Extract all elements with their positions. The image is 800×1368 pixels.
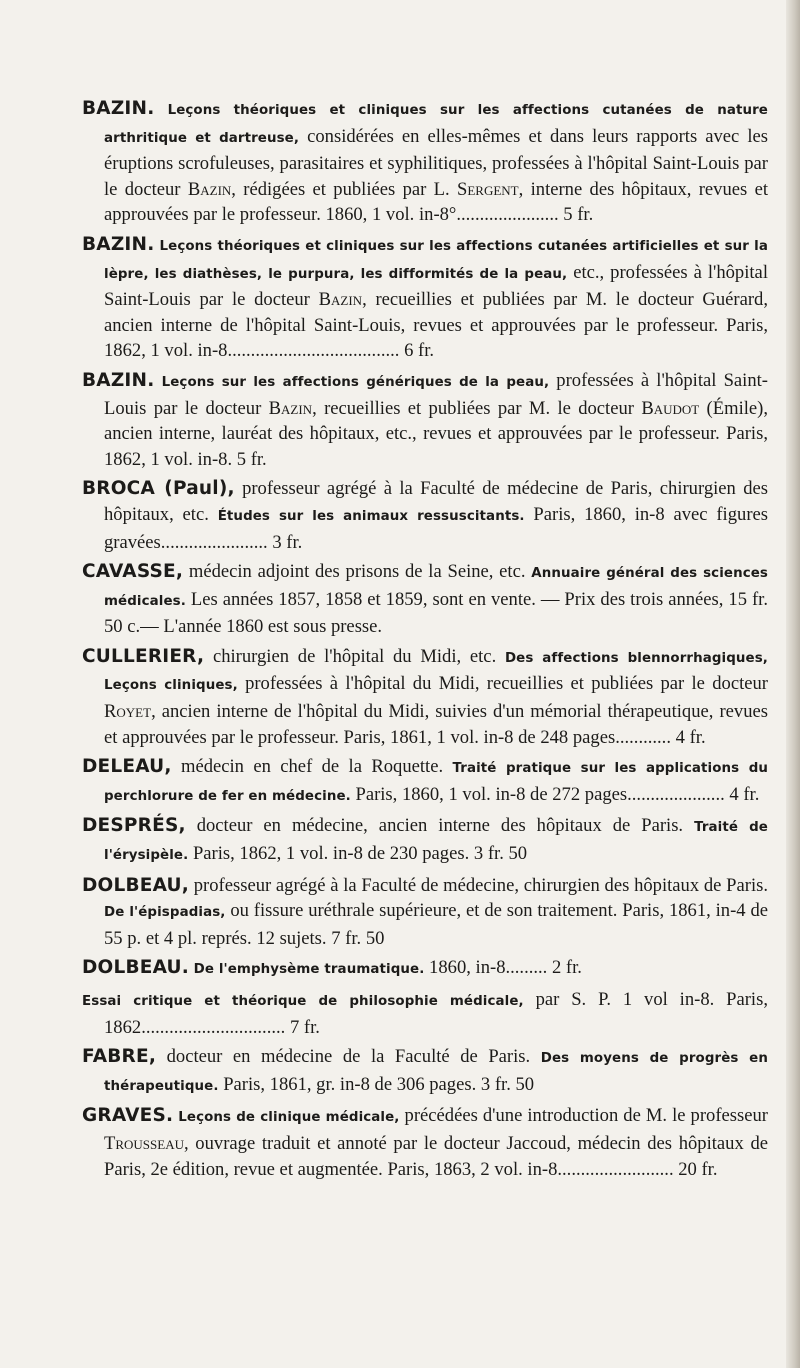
entry-author: BAZIN. bbox=[82, 233, 155, 255]
entry-text: etc., professées à l'hôpital Saint-Louis par le docteur bbox=[104, 261, 768, 311]
entry-author: FABRE, bbox=[82, 1046, 157, 1068]
catalog-page bbox=[82, 96, 768, 1186]
entry-price: 2 fr. bbox=[551, 957, 582, 979]
entry-text: Paris, 1860, 1 vol. in-8 de 272 pages..................... bbox=[350, 783, 725, 805]
entry-price: 6 fr. bbox=[404, 340, 435, 362]
entry-title: De l'épispadias, bbox=[104, 905, 226, 921]
catalog-entry bbox=[82, 987, 768, 1040]
entry-text: médecin adjoint des prisons de la Seine, etc. bbox=[183, 561, 532, 583]
entry-text: précédées d'une introduction de M. le professeur bbox=[399, 1105, 768, 1127]
entry-text: , interne des hôpitaux, revues et approuvées par le professeur. 1860, 1 vol. in-8°...................... bbox=[104, 178, 768, 226]
page-edge bbox=[786, 0, 800, 1368]
entry-text: professeur agrégé à la Faculté de médecine, chirurgien des hôpitaux de Paris. bbox=[189, 874, 768, 896]
entry-author: BAZIN. bbox=[82, 369, 155, 391]
entry-name: Sergent bbox=[457, 178, 519, 200]
entry-title: Des moyens de progrès en thérapeutique. bbox=[104, 1051, 768, 1094]
entry-author: DOLBEAU. bbox=[82, 957, 190, 979]
catalog-entry bbox=[82, 1103, 768, 1182]
entry-text: professées à l'hôpital du Midi, recueillies et publiées par le docteur bbox=[237, 673, 768, 695]
entry-name: Bazin bbox=[187, 178, 232, 200]
entry-author: BROCA (Paul), bbox=[82, 478, 235, 500]
entry-text: Paris, 1861, gr. in-8 de 306 pages. 3 fr. 50 bbox=[218, 1073, 535, 1095]
entry-text: docteur en médecine de la Faculté de Paris. bbox=[156, 1046, 541, 1068]
entry-price: 5 fr. bbox=[563, 204, 594, 226]
entry-text: Paris, 1862, 1 vol. in-8 de 230 pages. 3 fr. 50 bbox=[188, 843, 528, 865]
entry-text: considérées en elles-mêmes et dans leurs rapports avec les éruptions scrofuleuses, parasitaires et syphilitiques, professées à l'hôpital Saint-Louis par le docteur bbox=[104, 125, 769, 200]
entry-title: Leçons de clinique médicale, bbox=[178, 1110, 400, 1126]
entry-text: par S. P. 1 vol in-8. Paris, 1862............................... bbox=[104, 989, 768, 1038]
entry-text: Paris, 1860, in-8 avec figures gravées....................... bbox=[104, 503, 768, 553]
catalog-entry bbox=[82, 813, 768, 868]
entry-text: , ouvrage traduit et annoté par le docteur Jaccoud, médecin des hôpitaux de Paris, 2e édition, revue et augmentée. Paris, 1863, 2 vol. in-8......................... bbox=[104, 1132, 768, 1180]
entry-author: DOLBEAU, bbox=[82, 874, 190, 896]
entry-title: Essai critique et théorique de philosophie médicale, bbox=[82, 994, 524, 1009]
entry-text: , recueillies et publiées par M. le docteur bbox=[312, 397, 642, 419]
catalog-entry bbox=[82, 754, 768, 809]
catalog-entry bbox=[82, 232, 768, 364]
entry-price: 4 fr. bbox=[675, 726, 706, 748]
entry-text: ou fissure uréthrale supérieure, et de son traitement. Paris, 1861, in-4 de 55 p. et 4 pl. représ. 12 sujets. 7 fr. 50 bbox=[104, 900, 768, 949]
catalog-entry bbox=[82, 476, 768, 555]
catalog-entry bbox=[82, 559, 768, 640]
entry-text: , rédigées et publiées par L. bbox=[231, 178, 457, 200]
catalog-entry bbox=[82, 368, 768, 472]
entry-text: docteur en médecine, ancien interne des hôpitaux de Paris. bbox=[185, 815, 695, 837]
entry-text: médecin en chef de la Roquette. bbox=[171, 756, 453, 778]
catalog-entry bbox=[82, 96, 768, 228]
catalog-entry bbox=[82, 873, 768, 952]
entry-name: Royet bbox=[104, 701, 152, 723]
entry-price: 7 fr. bbox=[289, 1016, 320, 1038]
entry-name: Bazin bbox=[318, 289, 363, 311]
entry-title: Leçons théoriques et cliniques sur les affections cutanées de nature arthritique et dartreuse, bbox=[104, 103, 768, 146]
entry-title: Leçons sur les affections génériques de la peau, bbox=[161, 374, 550, 390]
entry-text: chirurgien de l'hôpital du Midi, etc. bbox=[204, 645, 505, 667]
entry-title: Études sur les animaux ressuscitants. bbox=[217, 508, 525, 524]
entry-title: Leçons théoriques et cliniques sur les affections cutanées artificielles et sur la lèpre, les diathèses, le purpura, les difformités de la peau, bbox=[104, 238, 768, 282]
entry-author: BAZIN. bbox=[82, 98, 155, 119]
entry-author: GRAVES. bbox=[82, 1105, 174, 1127]
entry-text: , recueillies et publiées par M. le docteur Guérard, ancien interne de l'hôpital Saint-Louis, revues et approuvées par le professeur. Paris, 1862, 1 vol. in-8..................................... bbox=[104, 289, 768, 362]
entry-name: Bazin bbox=[268, 397, 313, 419]
entry-author: CAVASSE, bbox=[82, 561, 184, 583]
entry-title: Annuaire général des sciences médicales. bbox=[104, 566, 768, 609]
catalog-entry bbox=[82, 955, 768, 983]
entry-price: 3 fr. bbox=[272, 531, 303, 553]
entry-text: Les années 1857, 1858 et 1859, sont en vente. — Prix des trois années, 15 fr. 50 c.— L'année 1860 est sous presse. bbox=[104, 588, 768, 638]
entry-price: 4 fr. bbox=[729, 783, 760, 805]
entry-name: Trousseau bbox=[104, 1132, 184, 1154]
entry-title: Traité pratique sur les applications du perchlorure de fer en médecine. bbox=[104, 761, 769, 804]
entry-text: professeur agrégé à la Faculté de médecine de Paris, chirurgien des hôpitaux, etc. bbox=[104, 478, 768, 525]
entry-text: professées à l'hôpital Saint-Louis par le docteur bbox=[104, 369, 768, 419]
entry-title: De l'emphysème traumatique. bbox=[193, 962, 425, 978]
entry-price: 20 fr. bbox=[678, 1158, 718, 1180]
entry-title: Des affections blennorrhagiques, Leçons cliniques, bbox=[104, 650, 768, 694]
entry-price: 5 fr. bbox=[236, 448, 267, 470]
catalog-entry bbox=[82, 1044, 768, 1099]
entry-author: DELEAU, bbox=[82, 756, 172, 778]
entry-title: Traité de l'érysipèle. bbox=[104, 820, 768, 864]
entry-text: 1860, in-8......... bbox=[424, 957, 548, 979]
entry-text: , ancien interne de l'hôpital du Midi, suivies d'un mémorial thérapeutique, revues et approuvées par le professeur. Paris, 1861, 1 vol. in-8 de 248 pages............ bbox=[104, 701, 768, 748]
catalog-entry bbox=[82, 644, 768, 750]
entry-author: DESPRÉS, bbox=[82, 815, 186, 837]
entry-name: Baudot bbox=[641, 397, 700, 419]
entry-text: (Émile), ancien interne, lauréat des hôpitaux, etc., revues et approuvées par le professeur. Paris, 1862, 1 vol. in-8. bbox=[104, 397, 768, 470]
entry-author: CULLERIER, bbox=[82, 645, 205, 667]
